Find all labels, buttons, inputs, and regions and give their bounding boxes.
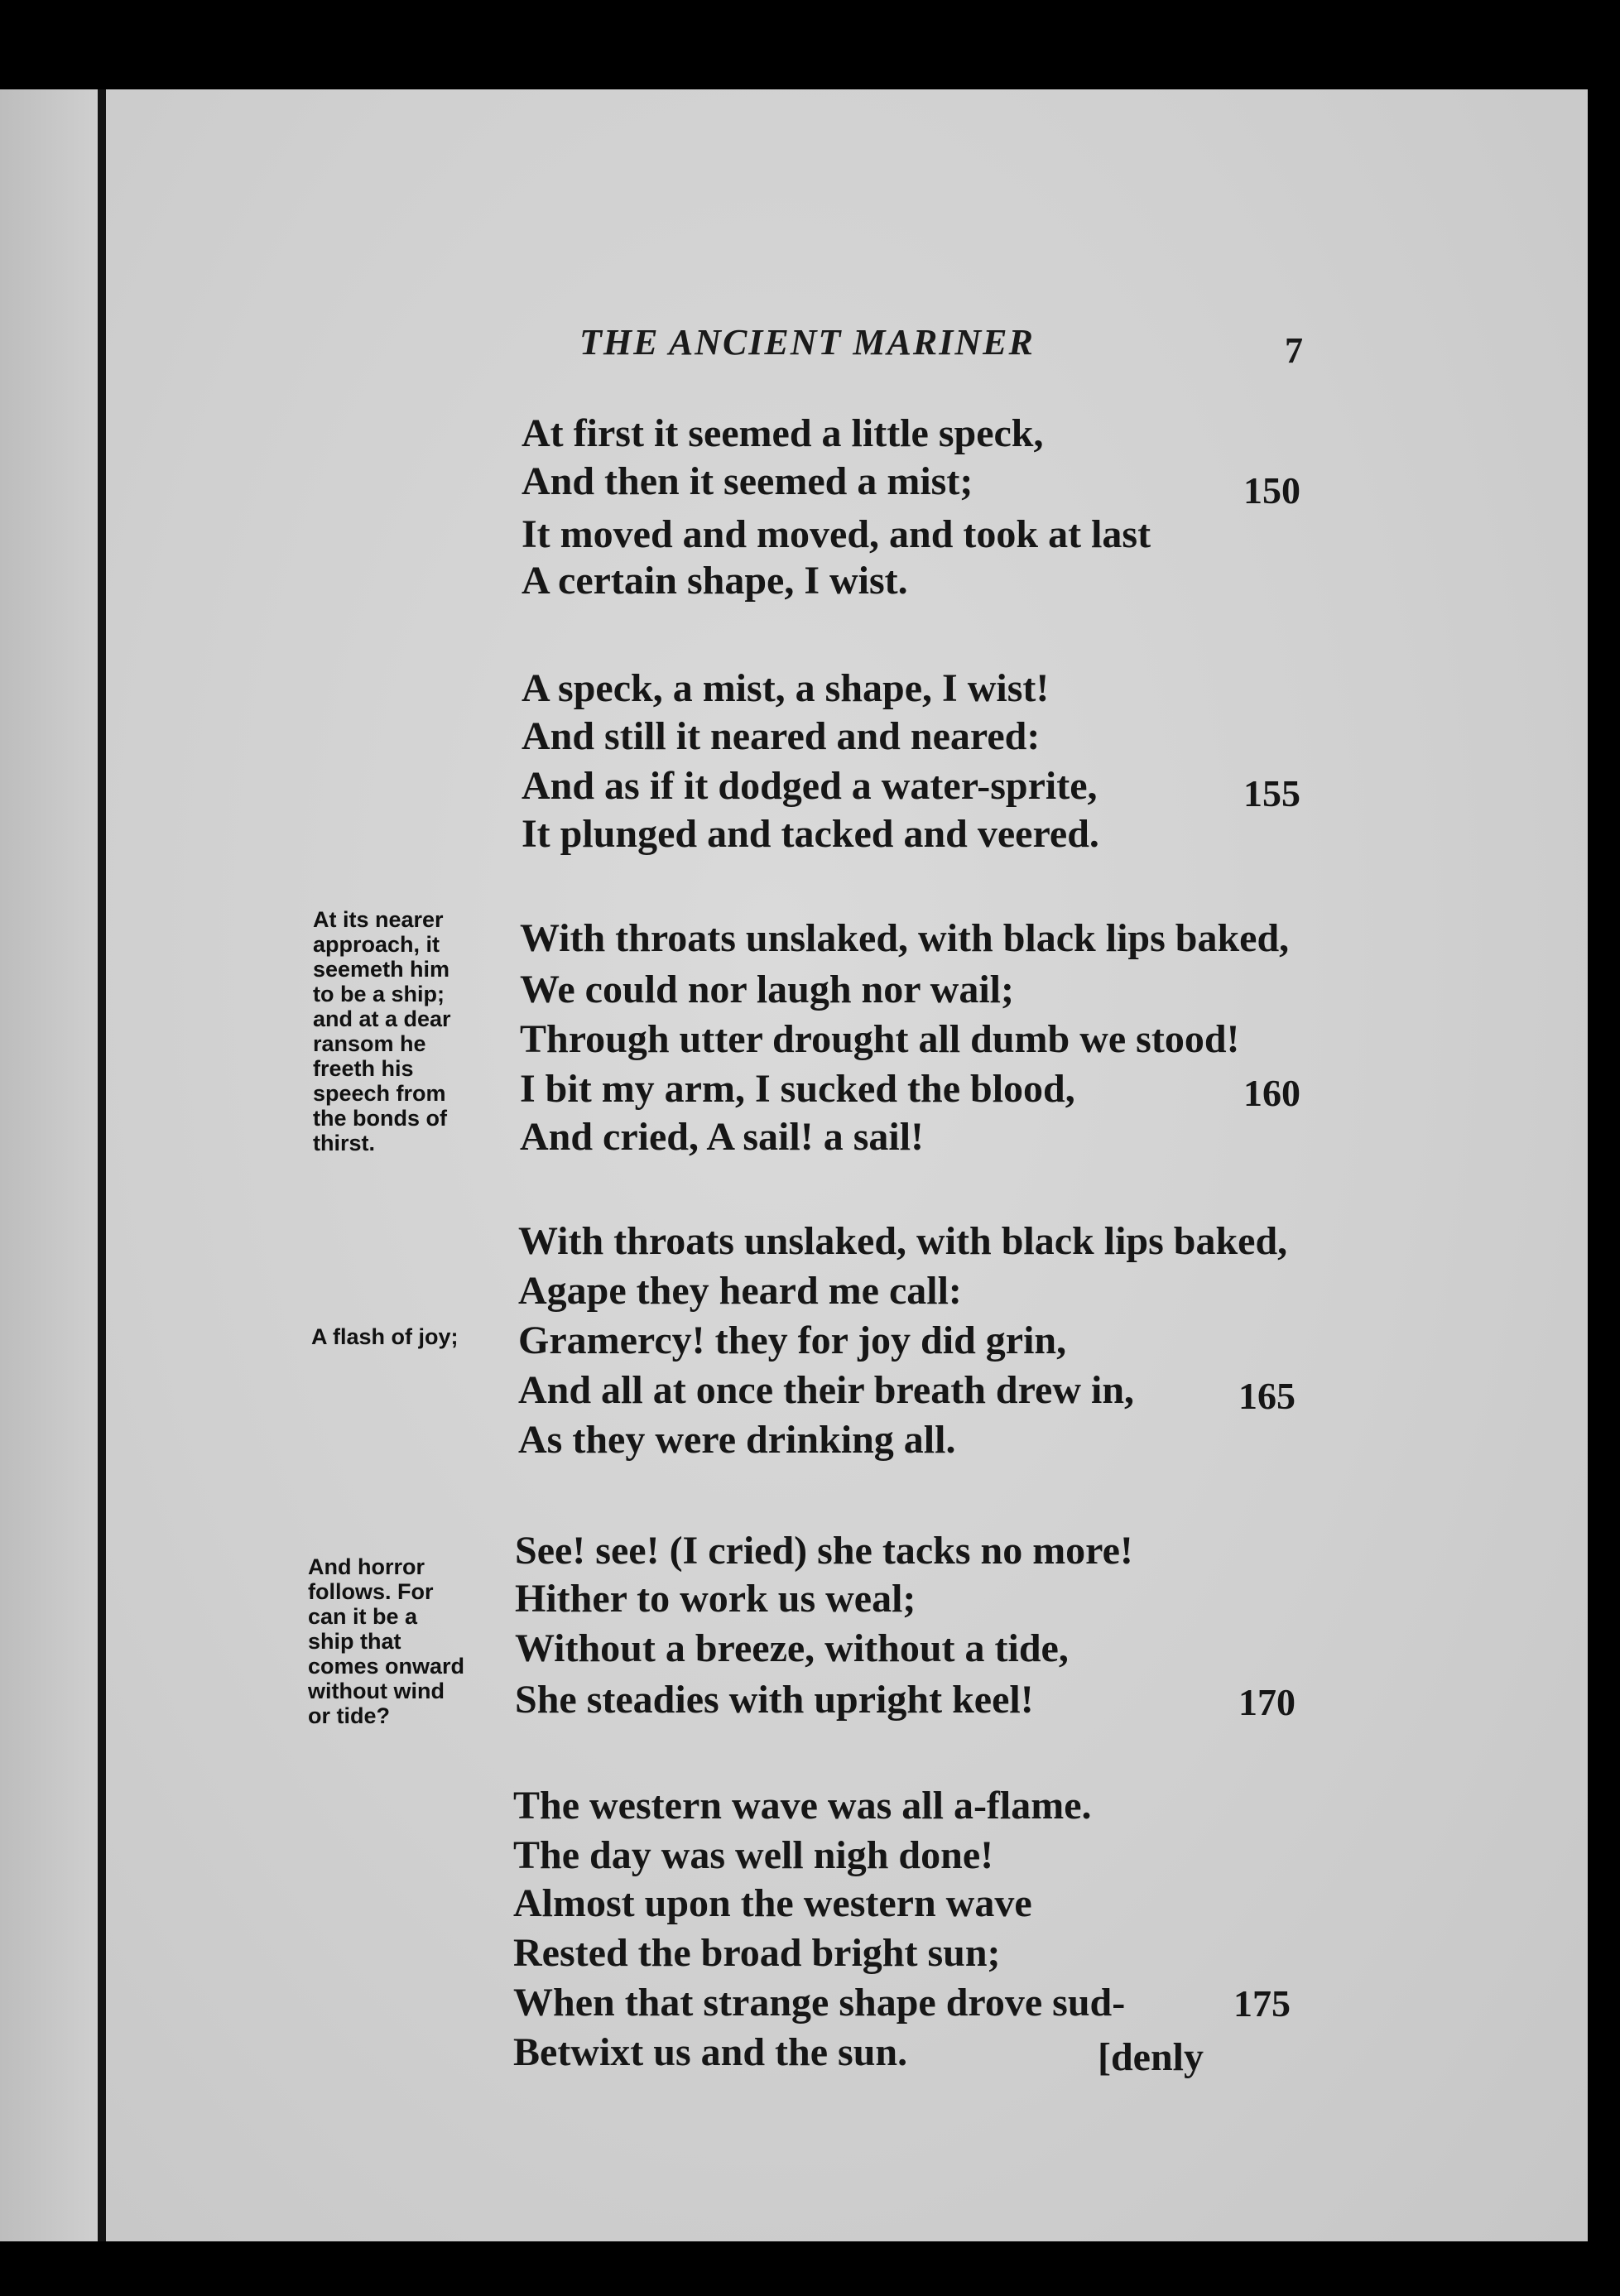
poem-line: Rested the broad bright sun;	[513, 1931, 1001, 1975]
line-number: 170	[1238, 1681, 1296, 1723]
poem-line: And cried, A sail! a sail!	[520, 1115, 925, 1159]
poem-line: I bit my arm, I sucked the blood,	[520, 1067, 1075, 1111]
page-number: 7	[1285, 330, 1303, 371]
poem-line: And then it seemed a mist;	[522, 459, 973, 503]
poem-line: Without a breeze, without a tide,	[515, 1626, 1069, 1670]
poem-line: Almost upon the western wave	[513, 1881, 1032, 1925]
line-number: 165	[1238, 1375, 1296, 1417]
turnover-word: [denly	[1098, 2035, 1204, 2079]
poem-line: When that strange shape drove sud-	[513, 1981, 1126, 2025]
poem-line: Betwixt us and the sun.	[513, 2030, 908, 2074]
poem-line: See! see! (I cried) she tacks no more!	[515, 1529, 1133, 1573]
facing-page-edge	[0, 89, 98, 2241]
poem-line: We could nor laugh nor wail;	[520, 968, 1014, 1011]
poem-line: Hither to work us weal;	[515, 1577, 916, 1621]
poem-line: Gramercy! they for joy did grin,	[518, 1319, 1067, 1362]
poem-line: It plunged and tacked and veered.	[522, 812, 1099, 856]
line-number: 150	[1243, 469, 1300, 512]
poem-line: The western wave was all a-flame.	[513, 1784, 1092, 1828]
poem-line: As they were drinking all.	[518, 1418, 956, 1462]
poem-line: It moved and moved, and took at last	[522, 512, 1151, 556]
poem-line: She steadies with upright keel!	[515, 1678, 1034, 1722]
line-number: 160	[1243, 1072, 1300, 1114]
line-number: 175	[1233, 1982, 1291, 2025]
poem-line: A speck, a mist, a shape, I wist!	[522, 666, 1050, 710]
poem-line: Agape they heard me call:	[518, 1269, 962, 1313]
running-head: THE ANCIENT MARINER	[579, 322, 1035, 363]
poem-line: With throats unslaked, with black lips baked,	[520, 916, 1290, 960]
line-number: 155	[1243, 772, 1300, 814]
poem-line: Through utter drought all dumb we stood!	[520, 1017, 1240, 1061]
poem-line: And all at once their breath drew in,	[518, 1368, 1135, 1412]
poem-line: With throats unslaked, with black lips baked,	[518, 1219, 1288, 1263]
poem-line: And as if it dodged a water-sprite,	[522, 764, 1098, 808]
marginal-gloss: At its nearer approach, it seemeth him to be a ship; and at a dear ransom he freeth his speech from the bonds of thirst.	[313, 907, 451, 1155]
poem-line: A certain shape, I wist.	[522, 559, 908, 603]
marginal-gloss: And horror follows. For can it be a ship that comes onward without wind or tide?	[308, 1554, 465, 1728]
poem-line: The day was well nigh done!	[513, 1833, 994, 1877]
poem-line: At first it seemed a little speck,	[522, 411, 1044, 455]
marginal-gloss: A flash of joy;	[311, 1324, 459, 1349]
poem-line: And still it neared and neared:	[522, 714, 1041, 758]
